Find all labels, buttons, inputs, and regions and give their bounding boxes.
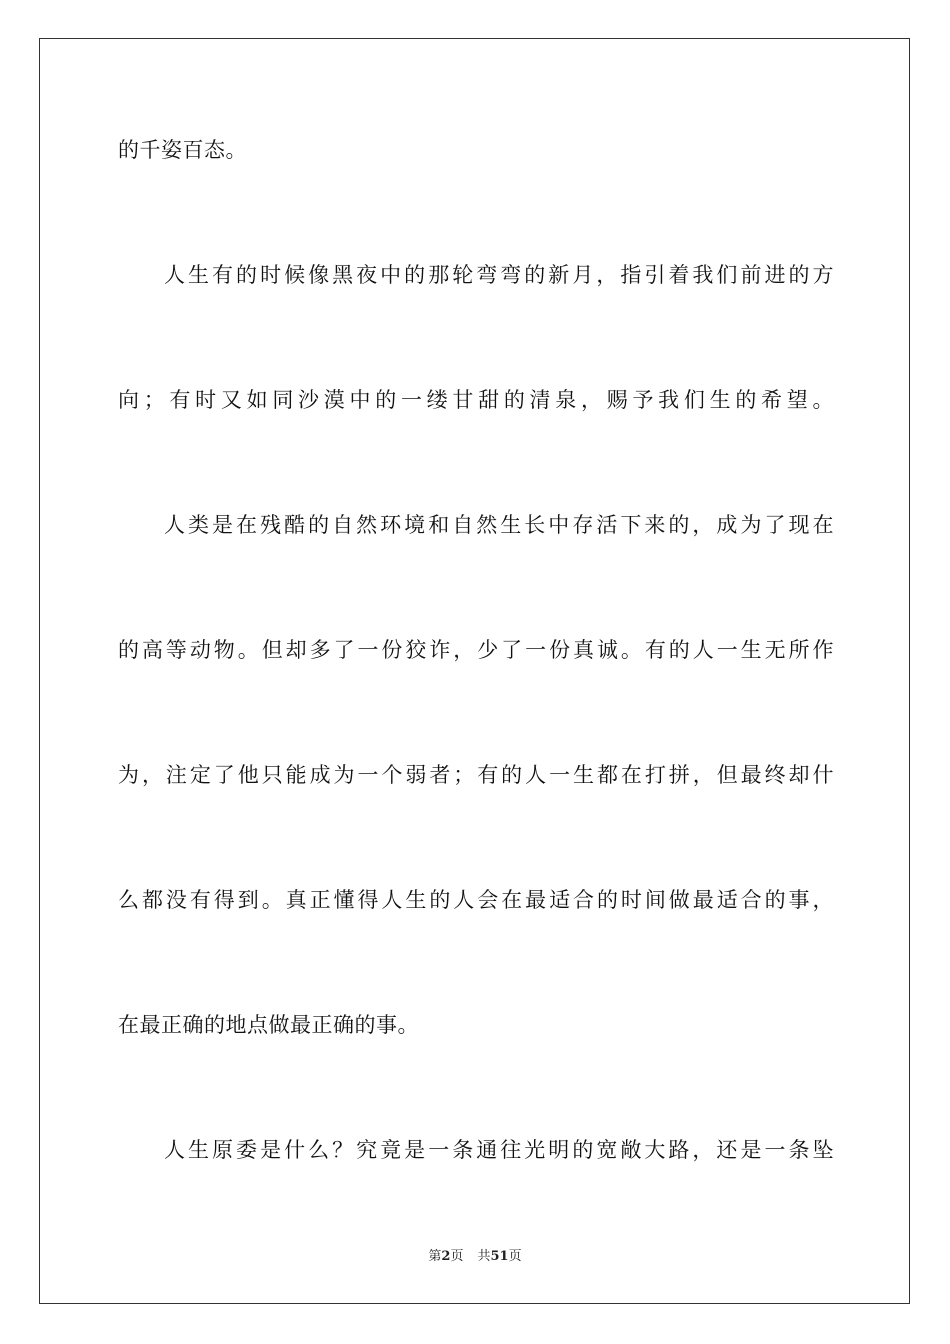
text-line: 的高等动物。但却多了一份狡诈，少了一份真诚。有的人一生无所作 bbox=[118, 638, 834, 662]
page-footer bbox=[0, 1248, 950, 1266]
page-number: 2 bbox=[441, 1249, 451, 1264]
text-line: 在最正确的地点做最正确的事。 bbox=[118, 1013, 419, 1037]
text-line: 人生有的时候像黑夜中的那轮弯弯的新月，指引着我们前进的方 bbox=[164, 263, 834, 287]
page-number-prefix: 第 bbox=[428, 1249, 442, 1264]
text-line: 人类是在残酷的自然环境和自然生长中存活下来的，成为了现在 bbox=[164, 513, 834, 537]
total-pages: 51 bbox=[490, 1249, 509, 1264]
page-number-suffix: 页 bbox=[450, 1249, 464, 1264]
text-line: 的千姿百态。 bbox=[118, 138, 247, 162]
total-pages-suffix: 页 bbox=[508, 1249, 522, 1264]
text-line: 向；有时又如同沙漠中的一缕甘甜的清泉，赐予我们生的希望。 bbox=[118, 388, 834, 412]
page-border bbox=[39, 38, 910, 1304]
text-line: 人生原委是什么？究竟是一条通往光明的宽敞大路，还是一条坠 bbox=[164, 1138, 834, 1162]
total-pages-prefix: 共 bbox=[477, 1249, 491, 1264]
text-line: 么都没有得到。真正懂得人生的人会在最适合的时间做最适合的事， bbox=[118, 888, 834, 912]
text-line: 为，注定了他只能成为一个弱者；有的人一生都在打拼，但最终却什 bbox=[118, 763, 834, 787]
